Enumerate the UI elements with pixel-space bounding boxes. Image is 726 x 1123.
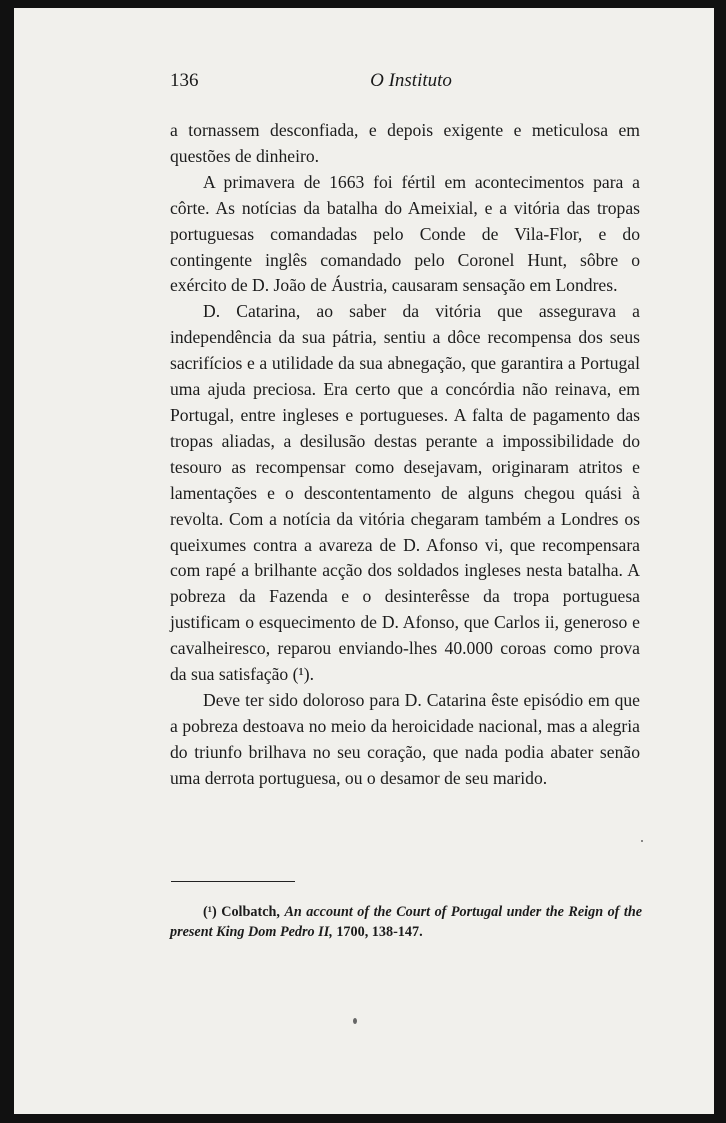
page-header xyxy=(170,70,652,98)
footnote xyxy=(170,902,642,942)
paragraph: A primavera de 1663 foi fértil em acontecimentos para a côrte. As notícias da batalha do Ameixial, e a vitória das tropas portuguesas comandadas pelo Conde de Vila-Flor, e do contingente inglês comandado pelo Coronel Hunt, sôbre o exército de D. João de Áustria, causaram sensação em Londres. xyxy=(170,171,640,296)
paragraph: Deve ter sido doloroso para D. Catarina êste episódio em que a pobreza destoava no meio da heroicidade nacional, mas a alegria do triunfo brilhava no seu coração, que nada podia abater senão uma derrota portuguesa, ou o desamor de seu marido. xyxy=(170,689,640,788)
print-speck xyxy=(353,1018,357,1024)
footnote-author: Colbatch, xyxy=(221,904,280,920)
running-title: O Instituto xyxy=(370,70,452,91)
paragraph: D. Catarina, ao saber da vitória que assegurava a independência da sua pátria, sentiu a dôce recompensa dos seus sacrifícios e a utilidade da sua abnegação, que garantira a Portugal uma ajuda preciosa. Era certo que a concórdia não reinava, em Portugal, entre ingleses e portugueses. A falta de pagamento das tropas aliadas, a desilusão destas perante a impossibilidade do tesouro as recompensar como desejavam, originaram atritos e lamentações e o descontentamento de alguns chegou quási à revolta. Com a notícia da vitória chegaram também a Londres os queixumes contra a avareza de D. Afonso vi, que recompensara com rapé a brilhante acção dos soldados ingleses nesta batalha. A pobreza da Fazenda e o desinterêsse da tropa portuguesa justificam o esquecimento de D. Afonso, que Carlos ii, generoso e cavalheiresco, reparou enviando-lhes 40.000 coroas como prova da sua satisfação (¹). xyxy=(170,301,640,685)
print-speck xyxy=(641,840,643,842)
footnote-separator xyxy=(171,881,295,882)
body-text xyxy=(170,118,640,792)
paragraph: a tornassem desconfiada, e depois exigente e meticulosa em questões de dinheiro. xyxy=(170,120,640,166)
footnote-marker: (¹) xyxy=(203,904,217,920)
page-number: 136 xyxy=(170,70,199,91)
book-page xyxy=(14,8,714,1114)
footnote-title: An account of the Court of Portugal under the Reign of the present King Dom Pedro II, xyxy=(170,904,643,940)
footnote-details: 1700, 138-147. xyxy=(336,924,423,940)
